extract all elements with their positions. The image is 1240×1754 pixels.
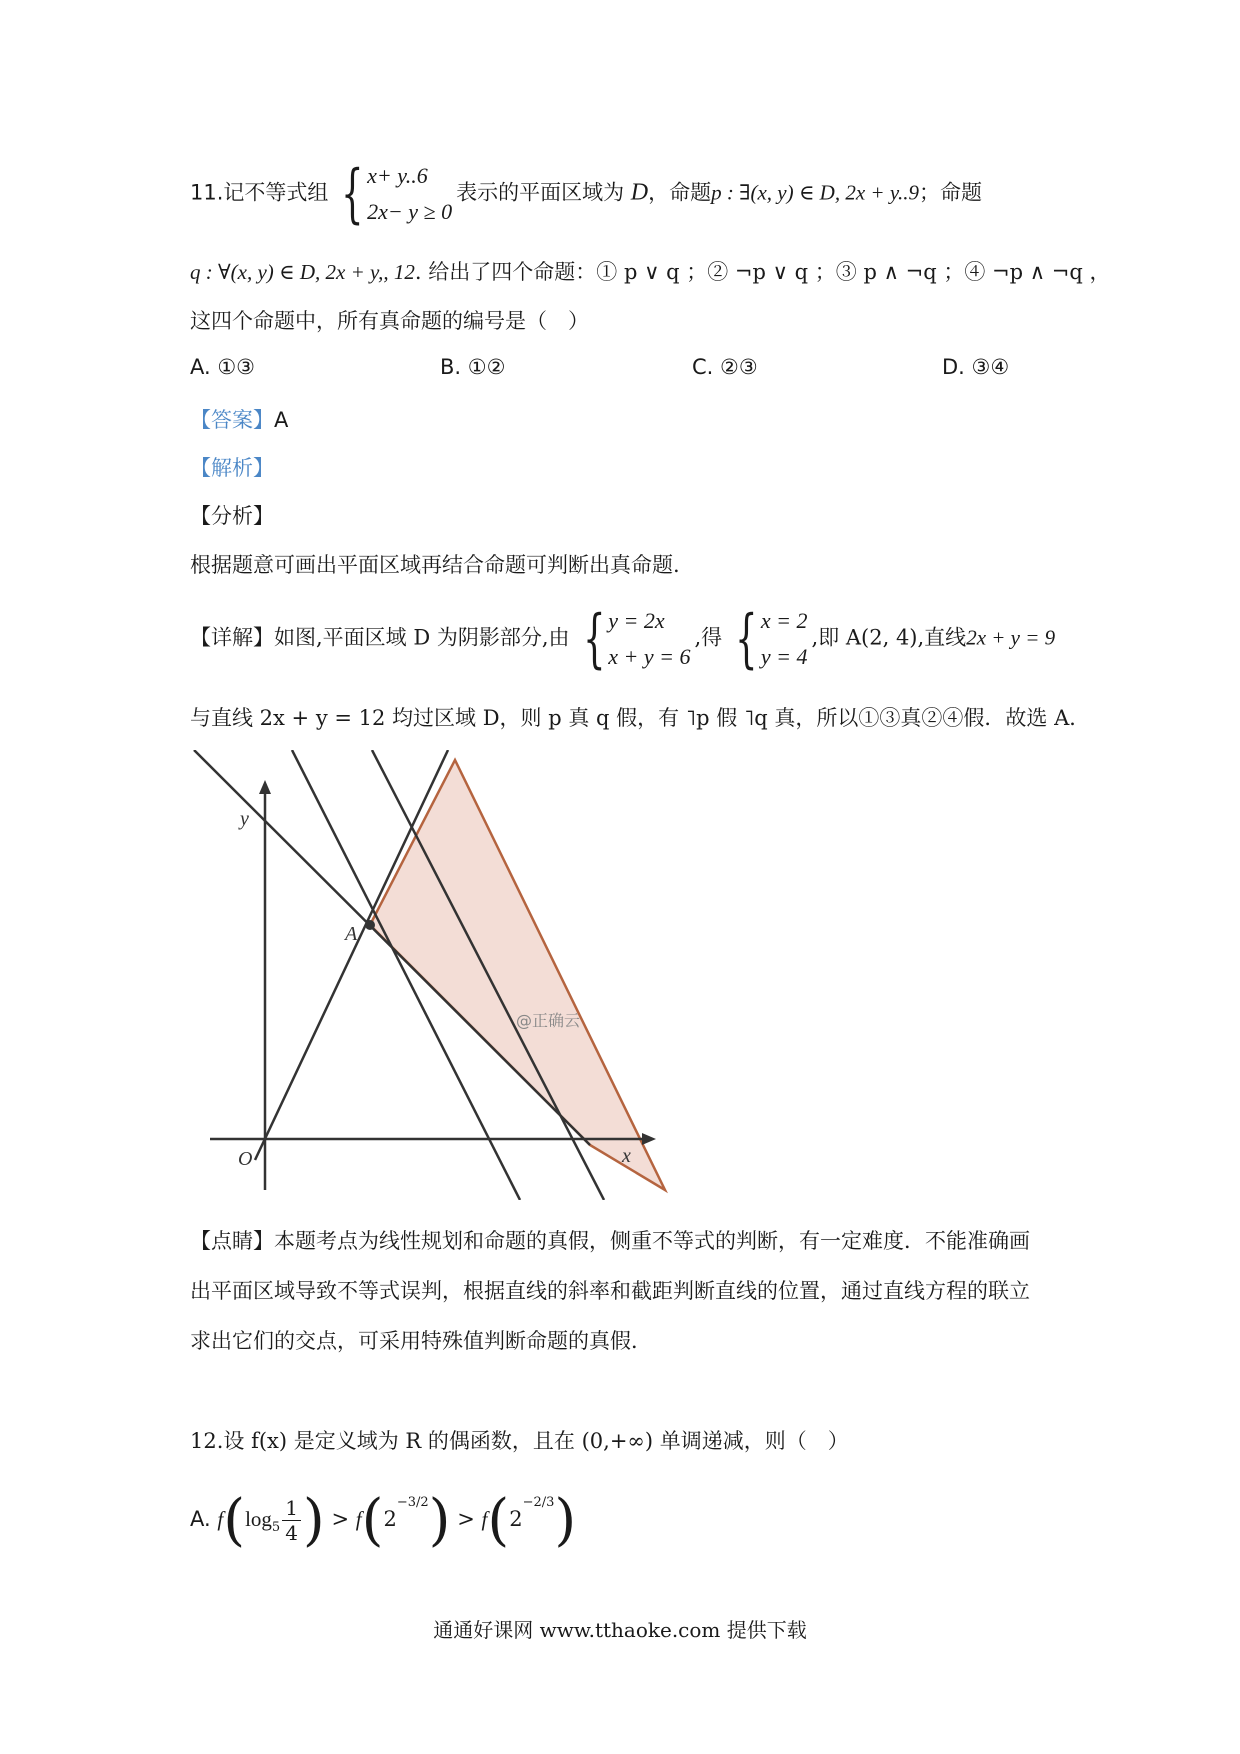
dianjing-line2: 出平面区域导致不等式误判，根据直线的斜率和截距判断直线的位置，通过直线方程的联立 [190,1279,1030,1303]
detail-line [190,603,1055,675]
label-y: y [240,808,249,830]
f1: f [217,1507,224,1531]
detail-b: ,得 [694,625,723,650]
label-O: O [238,1148,253,1170]
q-math: q : ∀(x, y) ∈ D, 2x + y,, 12 [190,260,415,284]
equation-system-2: { x = 2 y = 4 [735,602,808,676]
exp-minus-2-3: −2/3 [522,1495,555,1510]
sys-row2: 2x− y ≥ 0 [367,199,453,224]
q11-line1 [190,158,982,230]
q11-propositions: . 给出了四个命题：① p ∨ q ；② ¬p ∨ q ；③ p ∧ ¬q ；④ ¬p ∧ ¬q ， [414,260,1111,284]
option-B: B. ①② [440,355,506,379]
answer-line [190,404,288,434]
eq1a: y = 2x [608,608,665,633]
eq1b: x + y = 6 [608,644,691,669]
f2: f [355,1507,362,1531]
label-A: A [345,923,358,945]
label-x: x [622,1145,631,1167]
detail-label: 【详解】 [190,625,274,650]
q-tail: ；命题 [919,180,982,205]
log-base: 5 [271,1520,281,1536]
option-C: C. ②③ [692,355,758,379]
footer-text: 通通好课网 www.tthaoke.com 提供下载 [433,1618,807,1642]
detail-c: ,即 A(2, 4),直线 [811,625,967,650]
p-text: ，命题 [648,180,712,205]
eq2b: y = 4 [760,644,808,669]
gt2: > [457,1507,475,1531]
x-axis-arrow [642,1133,656,1145]
q11-line3: 这四个命题中，所有真命题的编号是（ ） [190,309,589,333]
dianjing-text1: 本题考点为线性规划和命题的真假，侧重不等式的判断，有一定难度．不能准确画 [274,1229,1030,1253]
q12-option-A: A. $f(\log_5$ $\frac{1}{4}$ ) > $f(2^{-3/2}) > f(2^{-2/3})$ [190,1488,577,1553]
sys-row1: x+ y..6 [367,163,428,188]
detail-line2: 与直线 2x + y = 12 均过区域 D，则 p 真 q 假，有 ˥p 假 ˥q 真，所以①③真②④假．故选 A． [190,706,1091,730]
f3: f [481,1507,488,1531]
p-math: p : ∃(x, y) ∈ D, 2x + y..9 [711,180,919,205]
q12-line1: 12.设 f(x) 是定义域为 R 的偶函数，且在 (0,+∞) 单调递减，则（ ） [190,1429,849,1453]
q12-optA-label: A. [190,1507,211,1531]
point-A [365,920,375,930]
gt1: > [331,1507,350,1531]
dianjing-line1 [190,1225,1030,1255]
y-axis-arrow [259,780,271,794]
base2a: 2 [383,1507,397,1531]
equation-system-1: { y = 2x x + y = 6 [582,602,691,676]
fenxi-label: 【分析】 [190,504,274,528]
dianjing-label: 【点睛】 [190,1229,274,1253]
eq2a: x = 2 [760,608,808,633]
log: log [245,1507,272,1531]
detail-d: 2x + y = 9 [966,625,1056,650]
fraction-1-4 [282,1496,301,1545]
answer-label: 【答案】 [190,408,274,432]
exp-minus-3-2: −3/2 [396,1495,429,1510]
fenxi-text: 根据题意可画出平面区域再结合命题可判断出真命题. [190,553,680,577]
q11-intro: 11.记不等式组 [190,180,329,205]
base2b: 2 [509,1507,523,1531]
analysis-label: 【解析】 [190,456,274,480]
region-D: D [630,179,649,206]
linear-programming-figure [190,750,670,1200]
inequality-system: { x+ y..6 2x− y ≥ 0 [341,157,453,231]
q11-line2 [190,256,1110,286]
answer-value: A [274,408,289,432]
dianjing-line3: 求出它们的交点，可采用特殊值判断命题的真假． [190,1329,652,1353]
q11-mid: 表示的平面区域为 [456,180,625,205]
option-D: D. ③④ [942,355,1010,379]
watermark-text: @正确云 [516,1011,581,1030]
frac-num: 1 [282,1496,301,1521]
option-A: A. ①③ [190,355,255,379]
frac-den: 4 [285,1521,298,1545]
detail-a: 如图,平面区域 D 为阴影部分,由 [274,625,570,650]
